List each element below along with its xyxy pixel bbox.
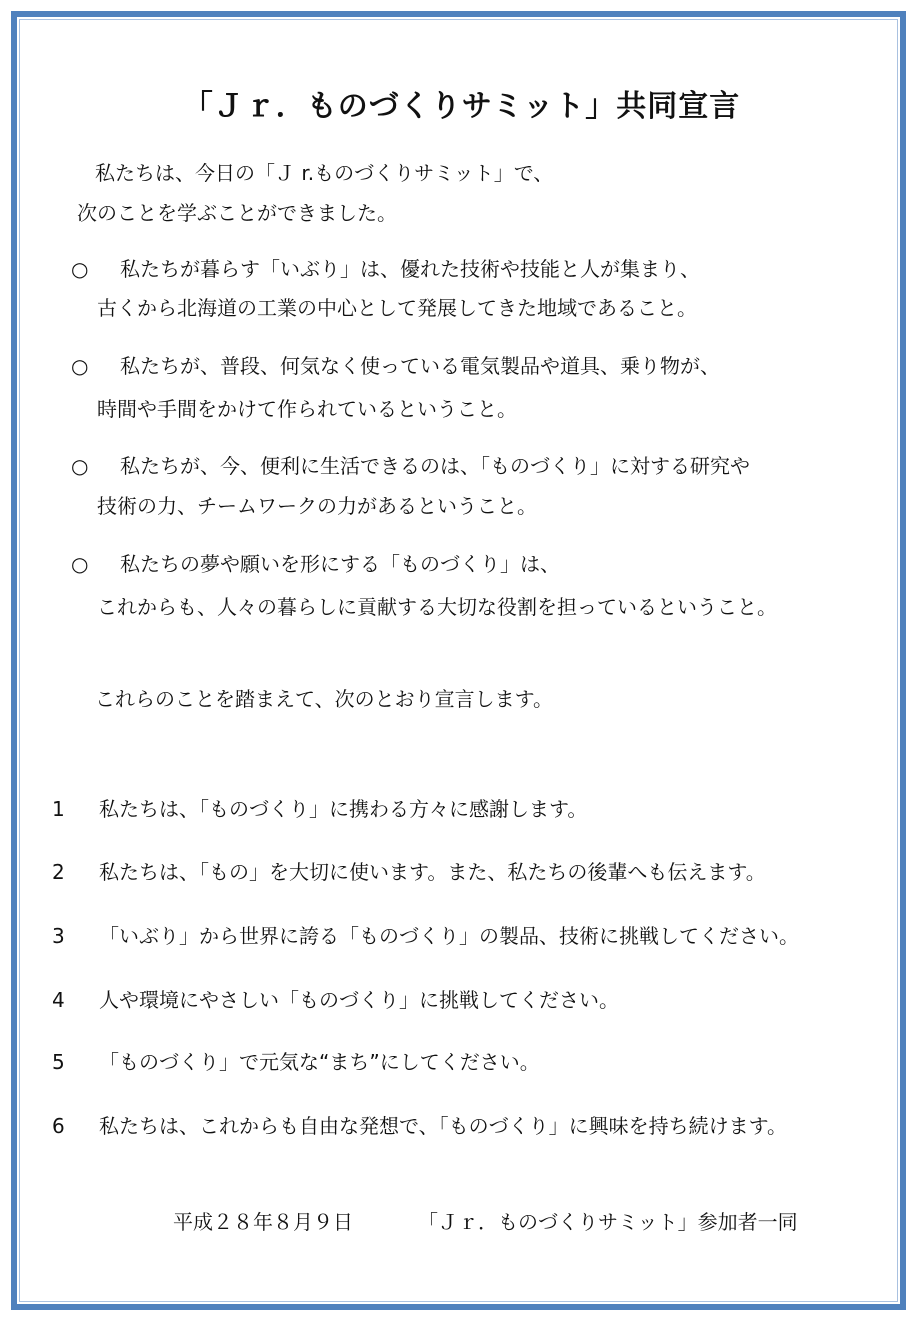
declaration-4-text: 人や環境にやさしい「ものづくり」に挑戦してください。: [99, 988, 619, 1012]
learning-2-line-2: 時間や手間をかけて作られているということ。: [97, 397, 517, 421]
declaration-3-number: 3: [52, 924, 65, 948]
declaration-6-text: 私たちは、これからも自由な発想で、「ものづくり」に興味を持ち続けます。: [99, 1114, 787, 1138]
declaration-3-text: 「いぶり」から世界に誇る「ものづくり」の製品、技術に挑戦してください。: [99, 924, 799, 948]
bullet-1: ○: [71, 257, 89, 281]
learning-3-line-2: 技術の力、チームワークの力があるということ。: [97, 494, 537, 518]
declaration-1-number: 1: [52, 797, 65, 821]
learning-1-line-2: 古くから北海道の工業の中心として発展してきた地域であること。: [97, 296, 697, 320]
learning-4-line-2: これからも、人々の暮らしに貢献する大切な役割を担っているということ。: [97, 595, 777, 619]
declaration-4-number: 4: [52, 988, 65, 1012]
transition-text: これらのことを踏まえて、次のとおり宣言します。: [95, 687, 553, 711]
declaration-6-number: 6: [52, 1114, 65, 1138]
footer-date: 平成２８年８月９日: [173, 1210, 353, 1234]
bullet-2: ○: [71, 354, 89, 378]
intro-line-1: 私たちは、今日の「Ｊ r.ものづくりサミット」で、: [95, 161, 554, 185]
learning-2-line-1: 私たちが、普段、何気なく使っている電気製品や道具、乗り物が、: [120, 354, 720, 378]
intro-line-2: 次のことを学ぶことができました。: [77, 201, 397, 225]
bullet-4: ○: [71, 552, 89, 576]
declaration-2-number: 2: [52, 860, 65, 884]
learning-1-line-1: 私たちが暮らす「いぶり」は、優れた技術や技能と人が集まり、: [120, 257, 700, 281]
page-title: 「Ｊｒ．ものづくりサミット」共同宣言: [182, 89, 741, 124]
declaration-2-text: 私たちは、「もの」を大切に使います。また、私たちの後輩へも伝えます。: [99, 860, 766, 884]
learning-3-line-1: 私たちが、今、便利に生活できるのは、「ものづくり」に対する研究や: [120, 454, 750, 478]
learning-4-line-1: 私たちの夢や願いを形にする「ものづくり」は、: [120, 552, 560, 576]
declaration-1-text: 私たちは、「ものづくり」に携わる方々に感謝します。: [99, 797, 588, 821]
bullet-3: ○: [71, 454, 89, 478]
declaration-5-number: 5: [52, 1050, 65, 1074]
footer-signature: 「Ｊｒ．ものづくりサミット」参加者一同: [418, 1210, 798, 1234]
declaration-5-text: 「ものづくり」で元気な“まち”にしてください。: [99, 1050, 540, 1074]
